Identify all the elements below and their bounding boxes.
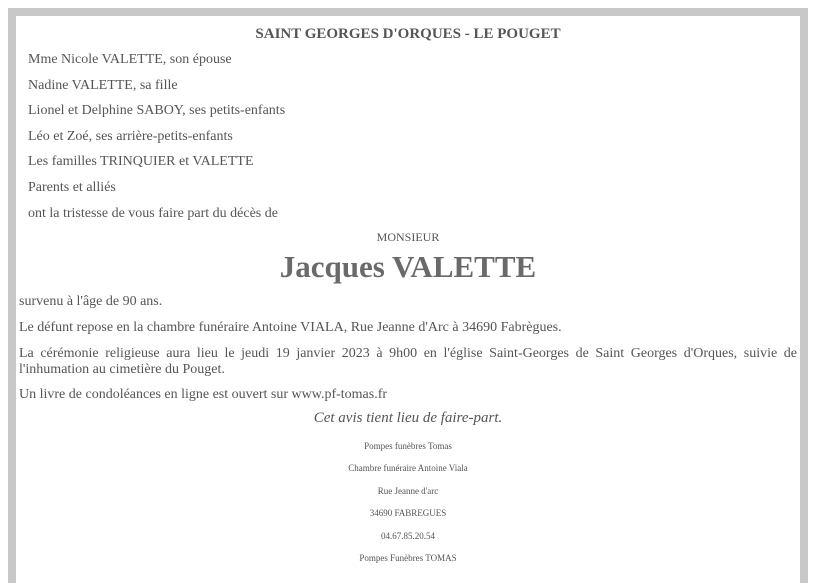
announcement-line: ont la tristesse de vous faire part du décès de — [28, 206, 278, 221]
footer-company-name: Pompes Funèbres TOMAS — [359, 553, 457, 563]
footer-company: Pompes funèbres Tomas — [364, 441, 452, 451]
footer-funeral-home: Chambre funéraire Antoine Viala — [348, 463, 468, 473]
deceased-title: MONSIEUR — [376, 230, 440, 244]
age-line: survenu à l'âge de 90 ans. — [19, 294, 163, 309]
footer-street: Rue Jeanne d'arc — [377, 486, 439, 496]
family-line-relatives: Parents et alliés — [28, 180, 116, 195]
deceased-name: Jacques VALETTE — [279, 249, 537, 284]
family-line-spouse: Mme Nicole VALETTE, son épouse — [28, 52, 232, 67]
notice-frame — [8, 8, 808, 583]
family-line-daughter: Nadine VALETTE, sa fille — [28, 78, 178, 93]
footer-city: 34690 FABREGUES — [369, 508, 447, 518]
rest-place-line: Le défunt repose en la chambre funéraire Antoine VIALA, Rue Jeanne d'Arc à 34690 Fabrègues. — [19, 320, 562, 335]
obituary-notice — [16, 16, 800, 583]
family-line-families: Les familles TRINQUIER et VALETTE — [28, 154, 254, 169]
ceremony-line: La cérémonie religieuse aura lieu le jeudi 19 janvier 2023 à 9h00 en l'église Saint-Georges de Saint Georges d'Orques, suivie de l'inhumation au cimetière du Pouget. — [19, 346, 797, 377]
family-line-grandchildren: Lionel et Delphine SABOY, ses petits-enfants — [28, 103, 286, 118]
notice-heading: SAINT GEORGES D'ORQUES - LE POUGET — [255, 26, 561, 42]
faire-part-note: Cet avis tient lieu de faire-part. — [313, 410, 503, 426]
footer-phone: 04.67.85.20.54 — [381, 531, 435, 541]
family-line-great-grandchildren: Léo et Zoé, ses arrière-petits-enfants — [28, 129, 233, 144]
condolences-line: Un livre de condoléances en ligne est ouvert sur www.pf-tomas.fr — [19, 387, 388, 402]
